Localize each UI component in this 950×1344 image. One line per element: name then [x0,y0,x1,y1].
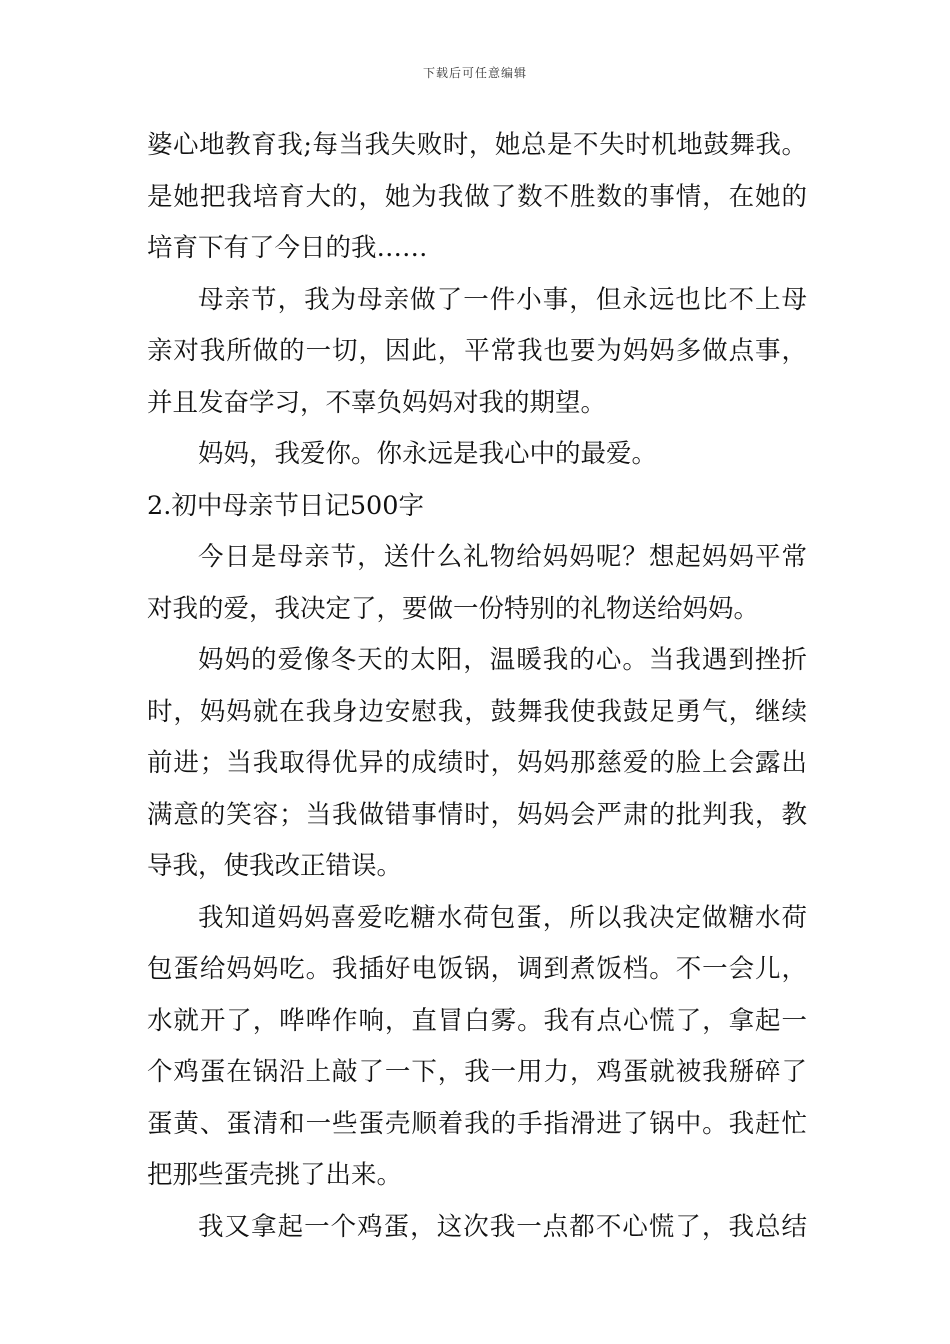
text-line: 满意的笑容；当我做错事情时，妈妈会严肃的批判我，教 [147,799,807,830]
text-line: 今日是母亲节，送什么礼物给妈妈呢？想起妈妈平常 [198,542,807,572]
document-body [147,120,807,1253]
text-line: 妈妈的爱像冬天的太阳，温暖我的心。当我遇到挫折 [198,645,807,675]
text-line: 蛋黄、蛋清和一些蛋壳顺着我的手指滑进了锅中。我赶忙 [147,1108,807,1139]
text-line: 并且发奋学习，不辜负妈妈对我的期望。 [147,387,607,418]
text-line: 妈妈，我爱你。你永远是我心中的最爱。 [198,439,658,469]
text-line: 个鸡蛋在锅沿上敲了一下，我一用力，鸡蛋就被我掰碎了 [147,1057,807,1087]
text-line: 前进；当我取得优异的成绩时，妈妈那慈爱的脸上会露出 [147,748,807,778]
text-line: 培育下有了今日的我…… [147,233,428,263]
text-line: 包蛋给妈妈吃。我插好电饭锅，调到煮饭档。不一会儿， [147,954,807,984]
text-line: 把那些蛋壳挑了出来。 [147,1160,403,1190]
text-line: 母亲节，我为母亲做了一件小事，但永远也比不上母 [198,284,807,315]
page-header: 下载后可任意编辑 [422,66,527,80]
text-line: 对我的爱，我决定了，要做一份特别的礼物送给妈妈。 [147,593,760,624]
text-line: 导我，使我改正错误。 [147,851,403,881]
text-line: 是她把我培育大的，她为我做了数不胜数的事情，在她的 [147,181,807,212]
text-line: 亲对我所做的一切，因此，平常我也要为妈妈多做点事， [147,336,807,366]
text-line: 婆心地教育我;每当我失败时，她总是不失时机地鼓舞我。 [147,130,807,160]
text-line: 我又拿起一个鸡蛋，这次我一点都不心慌了，我总结 [198,1211,807,1242]
text-line: 水就开了，哗哗作响，直冒白雾。我有点心慌了，拿起一 [147,1005,807,1036]
text-line: 我知道妈妈喜爱吃糖水荷包蛋，所以我决定做糖水荷 [198,902,807,933]
text-line: 时，妈妈就在我身边安慰我，鼓舞我使我鼓足勇气，继续 [147,696,807,727]
section-heading: 2.初中母亲节日记500字 [147,490,425,521]
